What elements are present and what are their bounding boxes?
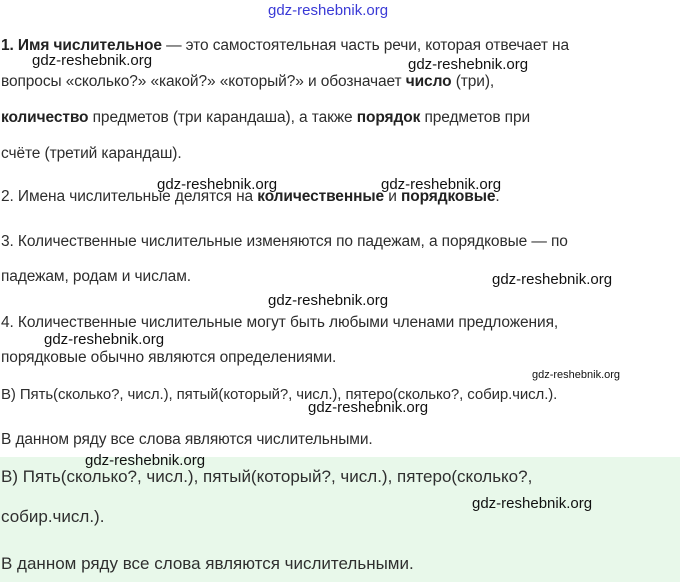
answer-1-line-1: В) Пять(сколько?, числ.), пятый(который?, числ.), пятеро(сколько?, собир.числ.). <box>1 386 558 403</box>
answer-1-line-2: В данном ряду все слова являются числительными. <box>1 431 373 448</box>
watermark: gdz-reshebnik.org <box>532 369 621 381</box>
watermark: gdz-reshebnik.org <box>157 176 278 193</box>
header-watermark: gdz-reshebnik.org <box>268 2 389 19</box>
watermark: gdz-reshebnik.org <box>408 56 529 73</box>
quantity-text: предметов (три карандаша), а также <box>88 109 357 126</box>
term-ordinal: порядковые <box>401 188 496 205</box>
paragraph-3-line-1: 3. Количественные числительные изменяются по падежам, а порядковые — по <box>1 233 568 250</box>
term-order: порядок <box>356 109 421 126</box>
definition-text: — это самостоятельная часть речи, которая отвечает на <box>161 37 570 54</box>
watermark: gdz-reshebnik.org <box>492 271 613 288</box>
watermark: gdz-reshebnik.org <box>268 292 389 309</box>
paragraph-3-line-2: падежам, родам и числам. <box>1 268 191 285</box>
watermark: gdz-reshebnik.org <box>381 176 502 193</box>
answer-box-line-2: собир.числ.). <box>1 507 105 526</box>
watermark: gdz-reshebnik.org <box>85 452 206 469</box>
answer-box-line-1: В) Пять(сколько?, числ.), пятый(который?, числ.), пятеро(сколько?, <box>1 467 533 486</box>
order-text: предметов при <box>420 109 531 126</box>
term-quantity: количество <box>1 109 89 126</box>
watermark: gdz-reshebnik.org <box>308 399 429 416</box>
answer-box <box>0 457 680 582</box>
watermark: gdz-reshebnik.org <box>472 495 593 512</box>
term-cardinal: количественные <box>257 188 385 205</box>
paragraph-1-line-3 <box>1 109 530 127</box>
term-numeral: 1. Имя числительное <box>1 37 162 54</box>
watermark: gdz-reshebnik.org <box>44 331 165 348</box>
paragraph-4-line-2: порядковые обычно являются определениями. <box>1 349 337 366</box>
paragraph-1-line-4: счёте (третий карандаш). <box>1 145 182 162</box>
conjunction-text: и <box>384 188 401 205</box>
questions-text: вопросы «сколько?» «какой?» «который?» и обозначает <box>1 73 406 90</box>
paragraph-4-line-1: 4. Количественные числительные могут быть любыми членами предложения, <box>1 314 559 331</box>
term-number: число <box>405 73 452 90</box>
example-text: (три), <box>451 73 495 90</box>
answer-box-line-3: В данном ряду все слова являются числительными. <box>1 554 414 573</box>
watermark: gdz-reshebnik.org <box>32 52 153 69</box>
paragraph-1-line-2 <box>1 73 494 91</box>
period-text: . <box>495 188 500 205</box>
classification-text: 2. Имена числительные делятся на <box>1 188 258 205</box>
